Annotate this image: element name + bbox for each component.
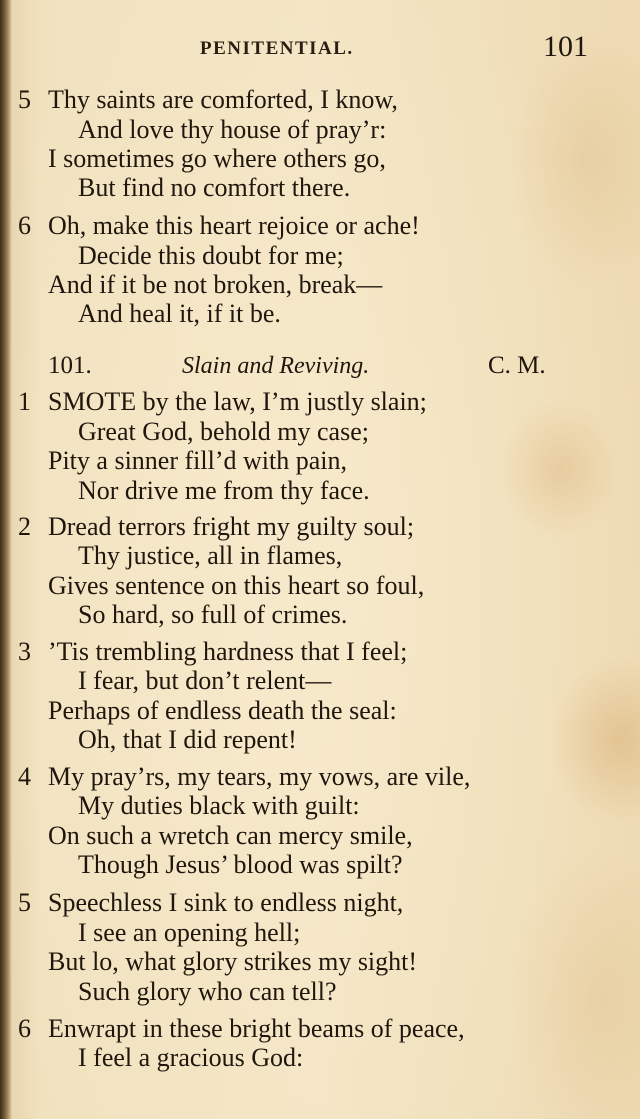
verse-line: But lo, what glory strikes my sight!	[48, 947, 418, 976]
verse-line: Oh, that I did repent!	[78, 725, 297, 754]
verse-line: And heal it, if it be.	[78, 299, 281, 328]
hymn-heading	[0, 350, 640, 382]
verse-line: Speechless I sink to endless night,	[48, 888, 404, 917]
verse-line: So hard, so full of crimes.	[78, 600, 348, 629]
verse-number: 3	[18, 637, 31, 666]
verse-line: SMOTE by the law, I’m justly slain;	[48, 387, 427, 416]
page-header	[0, 30, 640, 64]
verse-number: 5	[18, 85, 31, 114]
verse-number: 2	[18, 512, 31, 541]
verse-line: I feel a gracious God:	[78, 1043, 304, 1072]
verse-line: Decide this doubt for me;	[78, 241, 344, 270]
verse-line: ’Tis trembling hardness that I feel;	[48, 637, 408, 666]
book-spine-shadow	[0, 0, 12, 1119]
verse-line: Pity a sinner fill’d with pain,	[48, 446, 347, 475]
verse-number: 1	[18, 387, 31, 416]
verse-number: 6	[18, 211, 31, 240]
verse-number: 6	[18, 1014, 31, 1043]
verse-number: 5	[18, 888, 31, 917]
verse-line: On such a wretch can mercy smile,	[48, 821, 413, 850]
verse-line: Thy justice, all in flames,	[78, 541, 343, 570]
hymn-number: 101.	[48, 352, 92, 379]
verse-line: I fear, but don’t relent—	[78, 666, 332, 695]
verse-number: 4	[18, 762, 31, 791]
verse-line: Such glory who can tell?	[78, 977, 337, 1006]
verse-line: Perhaps of endless death the seal:	[48, 696, 397, 725]
verse-line: Oh, make this heart rejoice or ache!	[48, 211, 420, 240]
hymn-title: Slain and Reviving.	[182, 353, 370, 379]
verse-line: Enwrapt in these bright beams of peace,	[48, 1014, 465, 1043]
verse-line: Nor drive me from thy face.	[78, 476, 370, 505]
verse-line: Gives sentence on this heart so foul,	[48, 571, 425, 600]
verse-line: And love thy house of pray’r:	[78, 115, 387, 144]
page-number: 101	[543, 30, 588, 63]
verse-line: My duties black with guilt:	[78, 791, 360, 820]
verse-line: I see an opening hell;	[78, 918, 301, 947]
verse-line: Thy saints are comforted, I know,	[48, 85, 398, 114]
verse-line: But find no comfort there.	[78, 173, 351, 202]
verse-line: I sometimes go where others go,	[48, 144, 386, 173]
verse-line: Great God, behold my case;	[78, 417, 369, 446]
verse-line: Though Jesus’ blood was spilt?	[78, 850, 403, 879]
hymn-meter: C. M.	[488, 352, 546, 379]
verse-line: And if it be not broken, break—	[48, 270, 383, 299]
verse-line: Dread terrors fright my guilty soul;	[48, 512, 415, 541]
verse-line: My pray’rs, my tears, my vows, are vile,	[48, 762, 471, 791]
running-head: PENITENTIAL.	[200, 38, 354, 59]
